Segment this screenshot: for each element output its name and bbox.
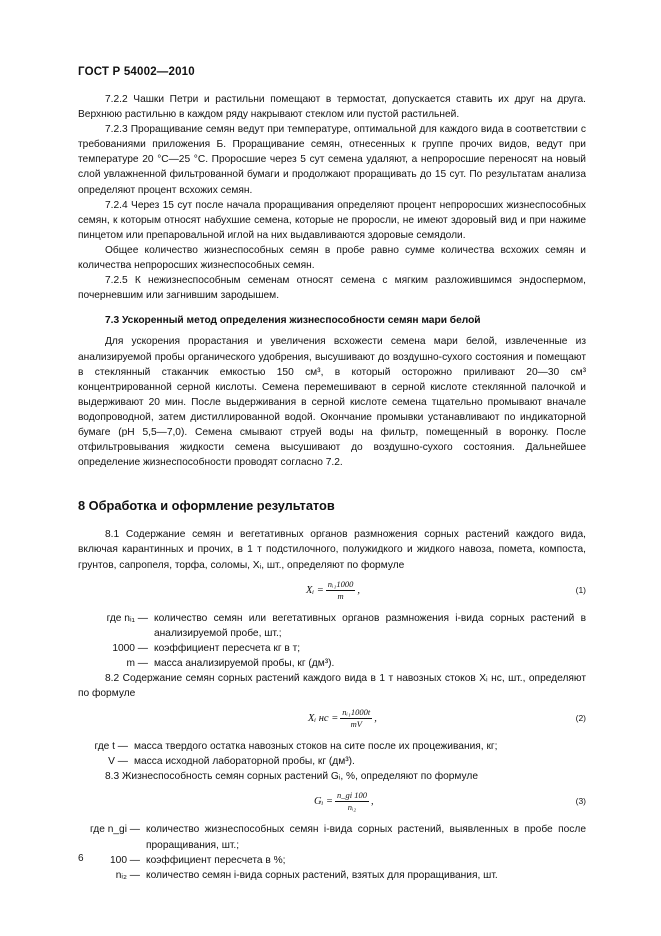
formula-2-tail: ,: [374, 713, 377, 725]
standard-header: ГОСТ Р 54002—2010: [78, 66, 195, 78]
definitions-2: [78, 739, 586, 769]
paragraph-7-2-5: 7.2.5 К нежизнеспособным семенам относят семена с мягким разложившимся эндоспермом, почерневшим или загнившим зародышем.: [78, 275, 586, 302]
definition-item: [78, 611, 586, 641]
section-8-title: 8 Обработка и оформление результатов: [78, 498, 335, 514]
paragraph-7-2-4: 7.2.4 Через 15 сут после начала проращивания определяют процент непроросших жизнеспособных семян, к которым относят набухшие семена, которые не проросли, не имеют здоровый вид и при нажиме пинцетом или препаровальной иглой на них выдавливаются здоровые семядоли.: [78, 199, 586, 241]
definition-text: масса твердого остатка навозных стоков на сите после их процеживания, кг;: [134, 741, 498, 753]
formula-2: [78, 705, 586, 735]
paragraph-7-2-3: 7.2.3 Проращивание семян ведут при температуре, оптимальной для каждого вида в соответствии с требованиями приложения Б. Проращивание семян, отнесенных к группе прочих видов, ведут при температуре 20 °C—25 °C. Проросшие через 5 сут семена удаляют, а непроросшие переносят на новый слой увлажненной фильтрованной бумаги и продолжают проращивать до 15 сут. По результатам анализа определяют процент всхожих семян.: [78, 124, 586, 196]
formula-1-number: (1): [575, 584, 586, 595]
definition-item: [78, 656, 586, 671]
formula-2-fraction: [340, 707, 372, 730]
formula-1-numerator: nᵢ₁1000: [327, 578, 354, 589]
paragraph-8-3: 8.3 Жизнеспособность семян сорных растений Gᵢ, %, определяют по формуле: [105, 771, 479, 783]
page-content: [78, 92, 586, 883]
definitions-1: [78, 611, 586, 671]
paragraph-7-2-2: 7.2.2 Чашки Петри и растильни помещают в термостат, допускается ставить их друг на друга. Верхнюю растильню в каждом ряду накрывают стеклом или пустой растильней.: [78, 94, 586, 121]
definition-item: [78, 641, 586, 656]
definition-item: [78, 853, 586, 868]
formula-1-lhs: Xᵢ =: [306, 584, 324, 596]
definition-item: [78, 868, 586, 883]
definition-symbol: где n_gi —: [90, 824, 140, 836]
formula-3-lhs: Gᵢ =: [314, 796, 333, 808]
definition-text: количество семян или вегетативных органов размножения i-вида сорных растений в анализируемой пробе, шт.;: [154, 612, 586, 639]
paragraph-8-1: 8.1 Содержание семян и вегетативных органов размножения сорных растений каждого вида, включая карантинных и прочих, в 1 т подстилочного, полужидкого и жидкого навоза, помета, компоста, грунтов, сапропеля, торфа, соломы, Xᵢ, шт., определяют по формуле: [78, 529, 586, 571]
definition-symbol: где nᵢ₁ —: [106, 612, 148, 624]
subsection-7-3-title: 7.3 Ускоренный метод определения жизнеспособности семян мари белой: [105, 315, 481, 327]
definition-text: количество семян i-вида сорных растений, взятых для проращивания, шт.: [146, 869, 498, 881]
definition-text: масса анализируемой пробы, кг (дм³).: [154, 657, 335, 669]
definition-text: количество жизнеспособных семян i-вида сорных растений, выявленных в пробе после проращивания, шт.;: [146, 824, 586, 851]
paragraph-7-3: Для ускорения прорастания и увеличения всхожести семена мари белой, извлеченные из анализируемой пробы органического удобрения, высушивают до воздушно-сухого состояния и помещают в стеклянный стаканчик емкостью 150 см³, в который осторожно приливают 20—30 см³ концентрированной серной кислоты. Семена перемешивают в серной кислоте стеклянной палочкой и выдерживают 20 мин. После выдерживания в серной кислоте семена тщательно промывают вначале водопроводной, затем дистиллированной водой. Окончание промывки устанавливают по индикаторной бумаге (pH 5,5—7,0). Семена смывают струей воды на фильтр, помещенный в воронку. После отфильтровывания жидкости семена высушивают до воздушно-сухого состояния. Дальнейшее определение жизнеспособности проводят согласно 7.2.: [78, 336, 586, 469]
definition-item: [78, 822, 586, 852]
definitions-3: [78, 822, 586, 882]
definition-item: [78, 739, 586, 754]
paragraph-8-2: 8.2 Содержание семян сорных растений каждого вида в 1 т навозных стоков Xᵢ нс, шт., определяют по формуле: [78, 673, 586, 700]
definition-symbol: V —: [108, 756, 128, 768]
formula-3-numerator: n_gi 100: [336, 790, 367, 801]
formula-3-tail: ,: [370, 796, 374, 808]
paragraph-7-2-4-cont: Общее количество жизнеспособных семян в пробе равно сумме количества всхожих семян и количества непроросших жизнеспособных семян.: [78, 244, 586, 272]
page-number: 6: [78, 853, 84, 864]
definition-item: [78, 754, 586, 769]
formula-2-numerator: nᵢ₁1000t: [342, 707, 371, 718]
definition-symbol: m —: [126, 657, 148, 669]
formula-3: [78, 788, 586, 818]
formula-2-number: (2): [575, 713, 586, 724]
formula-3-denominator: nᵢ₂: [347, 802, 357, 813]
formula-1-tail: ,: [357, 584, 360, 596]
definition-text: масса исходной лабораторной пробы, кг (дм³).: [134, 756, 355, 768]
formula-2-lhs: Xᵢ нс =: [308, 713, 339, 725]
definition-text: коэффициент пересчета в %;: [146, 854, 286, 866]
definition-text: коэффициент пересчета кг в т;: [154, 642, 301, 654]
formula-2-denominator: mV: [350, 719, 362, 730]
formula-1-denominator: m: [337, 590, 344, 601]
formula-1: [78, 577, 586, 607]
definition-symbol: где t —: [94, 741, 128, 753]
definition-symbol: 100 —: [109, 854, 140, 866]
formula-1-fraction: [326, 579, 356, 602]
definition-symbol: 1000 —: [112, 642, 148, 654]
formula-3-fraction: [335, 790, 369, 813]
definition-symbol: nᵢ₂ —: [115, 869, 140, 881]
formula-3-number: (3): [575, 796, 586, 807]
